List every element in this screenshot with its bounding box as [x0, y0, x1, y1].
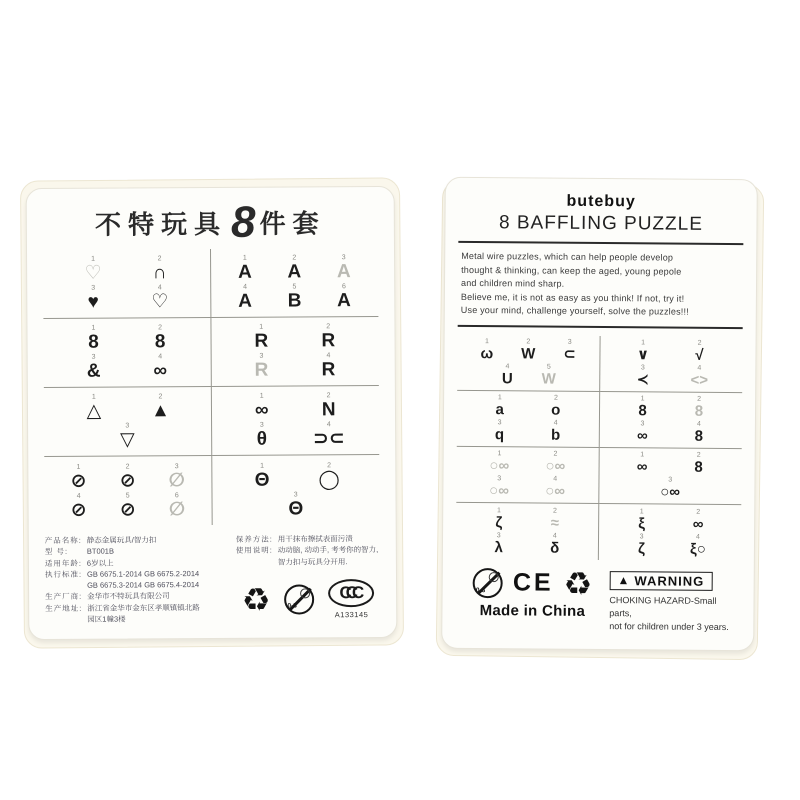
text-line: Believe me, it is not as easy as you think! If not, try it!: [460, 291, 685, 304]
puzzle-step-figure: 2 ≈: [550, 507, 560, 532]
puzzle-step-figure: 3 ♥: [87, 284, 99, 313]
right-puzzle-card: [441, 177, 758, 651]
puzzle-step-figure: 2 ∞: [692, 508, 704, 533]
puzzle-step-figure: 1 ζ: [495, 506, 503, 531]
info-row: 生产地址: 浙江省金华市金东区孝顺镇镇北路: [45, 602, 200, 613]
puzzle-step-figure: 3 A: [336, 254, 351, 283]
puzzle-step-figure: 2 ⊘: [119, 463, 136, 492]
info-row: 型 号: BT001B: [44, 546, 114, 557]
puzzle-step-figure: 3 &: [86, 353, 101, 382]
puzzle-step-figure: 1 R: [254, 323, 269, 352]
puzzle-cell: [43, 249, 211, 319]
puzzle-step-figure: 4 U: [501, 363, 513, 388]
puzzle-step-figure: 1 A: [238, 254, 252, 283]
puzzle-step-figure: 3 q: [494, 419, 505, 444]
puzzle-cell: [598, 503, 741, 560]
puzzle-cell: [457, 390, 600, 447]
puzzle-step-figure: 5 B: [287, 283, 302, 312]
recycle-icon: ♻: [563, 565, 593, 602]
puzzle-step-figure: 4 δ: [550, 532, 560, 557]
puzzle-step-figure: 2 8: [154, 324, 166, 353]
warning-title-label: WARNING: [634, 572, 705, 589]
puzzle-step-figure: 2 ∩: [152, 255, 167, 284]
left-card-marks-row: [236, 579, 380, 621]
puzzle-step-figure: 4 8: [694, 420, 704, 445]
text-line: not for children under 3 years.: [609, 620, 729, 632]
puzzle-step-figure: 2 o: [551, 394, 561, 419]
product-info-table: [45, 534, 236, 625]
age-warning-icon: [473, 568, 503, 598]
puzzle-step-figure: 1 ω: [480, 338, 494, 363]
puzzle-step-figure: 1 Θ: [254, 462, 270, 491]
text-line: CHOKING HAZARD-Small parts,: [609, 594, 717, 618]
puzzle-step-figure: 4 b: [550, 419, 561, 444]
care-info-column: [236, 533, 381, 624]
left-card-info-block: [45, 533, 381, 625]
puzzle-step-figure: 1 ∨: [636, 339, 650, 364]
right-puzzle-grid: [456, 334, 743, 560]
recycle-icon: ♻: [241, 582, 271, 619]
left-puzzle-grid: [43, 248, 380, 526]
puzzle-step-figure: 1 ⊘: [70, 463, 87, 492]
puzzle-step-figure: 2 8: [694, 395, 704, 420]
puzzle-step-figure: 4 ♡: [151, 284, 169, 313]
puzzle-step-figure: 3 ζ: [637, 532, 645, 557]
puzzle-step-figure: 4 ○∞: [545, 475, 566, 500]
puzzle-step-figure: 2 R: [321, 323, 336, 352]
puzzle-cell: [599, 392, 742, 449]
ccc-code: A133145: [334, 609, 369, 620]
puzzle-cell: [456, 502, 599, 559]
text-line: Use your mind, challenge yourself, solve the puzzles!!!: [460, 304, 689, 317]
warning-triangle-icon: ▲: [617, 573, 631, 588]
info-row: GB 6675.3-2014 GB 6675.4-2014: [87, 580, 200, 590]
info-row: 园区1幢3楼: [87, 614, 126, 624]
certification-icons-row: [473, 567, 593, 600]
text-line: and children mind sharp.: [460, 277, 565, 289]
puzzle-step-figure: 1 ξ: [638, 507, 646, 532]
puzzle-cell: [212, 455, 380, 525]
puzzle-cell: [211, 386, 379, 456]
puzzle-step-figure: 2 W: [521, 338, 536, 363]
title-suffix: 件套: [259, 208, 326, 239]
info-row: 智力扣与玩具分开用.: [277, 556, 348, 567]
puzzle-step-figure: 1 a: [495, 394, 504, 419]
warning-column: [609, 568, 741, 634]
puzzle-step-figure: 3 R: [254, 352, 269, 381]
age-warning-icon: [284, 585, 314, 615]
age-warning-label: 0-3: [287, 602, 297, 610]
puzzle-step-figure: 3 ○∞: [660, 476, 681, 501]
puzzle-step-figure: 3 λ: [494, 531, 503, 556]
description-paragraph: [458, 241, 744, 329]
ccc-mark-icon: CCC: [328, 579, 374, 607]
puzzle-step-figure: 3 Θ: [288, 490, 304, 520]
puzzle-step-figure: 4 A: [238, 283, 253, 312]
puzzle-cell: [457, 334, 600, 391]
info-row: 执行标准: GB 6675.1-2014 GB 6675.2-2014: [44, 568, 200, 579]
puzzle-step-figure: 4 <>: [690, 364, 709, 389]
puzzle-step-figure: 6 ∅: [168, 491, 186, 520]
puzzle-step-figure: 2 ▲: [151, 393, 170, 422]
puzzle-step-figure: 3 ▽: [120, 422, 135, 451]
info-row: 使用说明: 动动脑, 动动手, 考考你的智力,: [235, 545, 379, 556]
puzzle-cell: [210, 248, 378, 318]
left-card-title: [43, 197, 378, 247]
puzzle-cell: [43, 318, 211, 388]
puzzle-step-figure: 2 ◯: [318, 461, 340, 490]
puzzle-step-figure: 1 ○∞: [489, 450, 510, 475]
puzzle-step-figure: 3 ⊂: [563, 338, 576, 363]
puzzle-step-figure: 4 ⊘: [70, 492, 87, 521]
puzzle-step-figure: 2 8: [694, 451, 703, 476]
puzzle-step-figure: 4 ξ○: [689, 533, 706, 558]
info-row: 保养方法: 用干抹布擦拭表面污渍: [235, 534, 353, 544]
puzzle-step-figure: 3 ○∞: [489, 475, 510, 500]
right-card-title: 8 BAFFLING PUZZLE: [498, 212, 704, 235]
puzzle-step-figure: 3 θ: [256, 421, 268, 450]
puzzle-cell: [44, 456, 212, 526]
puzzle-cell: [599, 447, 742, 504]
puzzle-cell: [211, 317, 379, 387]
puzzle-cell: [600, 336, 743, 393]
info-row: 产品名称: 静态金属玩具/智力扣: [44, 535, 157, 546]
puzzle-step-figure: 2 √: [695, 339, 704, 364]
brand-logo: butebuy: [566, 192, 636, 211]
puzzle-step-figure: 4 ∞: [153, 353, 168, 382]
made-in-china-label: Made in China: [479, 601, 586, 620]
right-card-footer: [455, 566, 741, 633]
info-row: 生产厂商: 金华市不特玩具有限公司: [45, 591, 170, 602]
age-warning-label: 0-3: [475, 586, 486, 594]
certification-column: [455, 566, 609, 632]
puzzle-step-figure: 3 ≺: [636, 364, 650, 389]
puzzle-step-figure: 4 R: [321, 352, 336, 381]
title-prefix: 不特玩具: [94, 208, 228, 240]
puzzle-step-figure: 2 A: [287, 254, 302, 283]
puzzle-step-figure: 1 ∞: [636, 451, 648, 476]
text-line: thought & thinking, can keep the aged, young pepole: [461, 264, 682, 277]
puzzle-step-figure: 3 ∅: [168, 462, 185, 491]
care-info-table: [236, 533, 380, 568]
puzzle-step-figure: 4 ⊃⊂: [312, 421, 345, 450]
puzzle-step-figure: 1 ∞: [254, 392, 269, 421]
info-row: 适用年龄: 6岁以上: [44, 558, 114, 568]
puzzle-step-figure: 2 N: [321, 392, 336, 421]
warning-text: [609, 594, 740, 634]
warning-box: [610, 571, 713, 591]
puzzle-step-figure: 2 ○∞: [545, 450, 566, 475]
title-number: 8: [230, 197, 256, 247]
puzzle-step-figure: 1 ♡: [84, 255, 102, 284]
puzzle-cell: [44, 387, 212, 457]
ce-mark-icon: CE: [512, 568, 554, 597]
puzzle-cell: [456, 446, 599, 503]
ccc-mark: [328, 579, 374, 621]
puzzle-step-figure: 1 8: [88, 324, 99, 353]
puzzle-step-figure: 3 ∞: [636, 420, 648, 445]
puzzle-step-figure: 5 ⊘: [119, 492, 136, 521]
puzzle-step-figure: 5 W: [541, 363, 556, 388]
puzzle-step-figure: 1 8: [638, 395, 647, 420]
left-puzzle-card: [26, 186, 398, 640]
puzzle-step-figure: 1 △: [86, 393, 102, 422]
text-line: Metal wire puzzles, which can help people develop: [461, 250, 674, 263]
puzzle-step-figure: 6 A: [337, 283, 351, 312]
